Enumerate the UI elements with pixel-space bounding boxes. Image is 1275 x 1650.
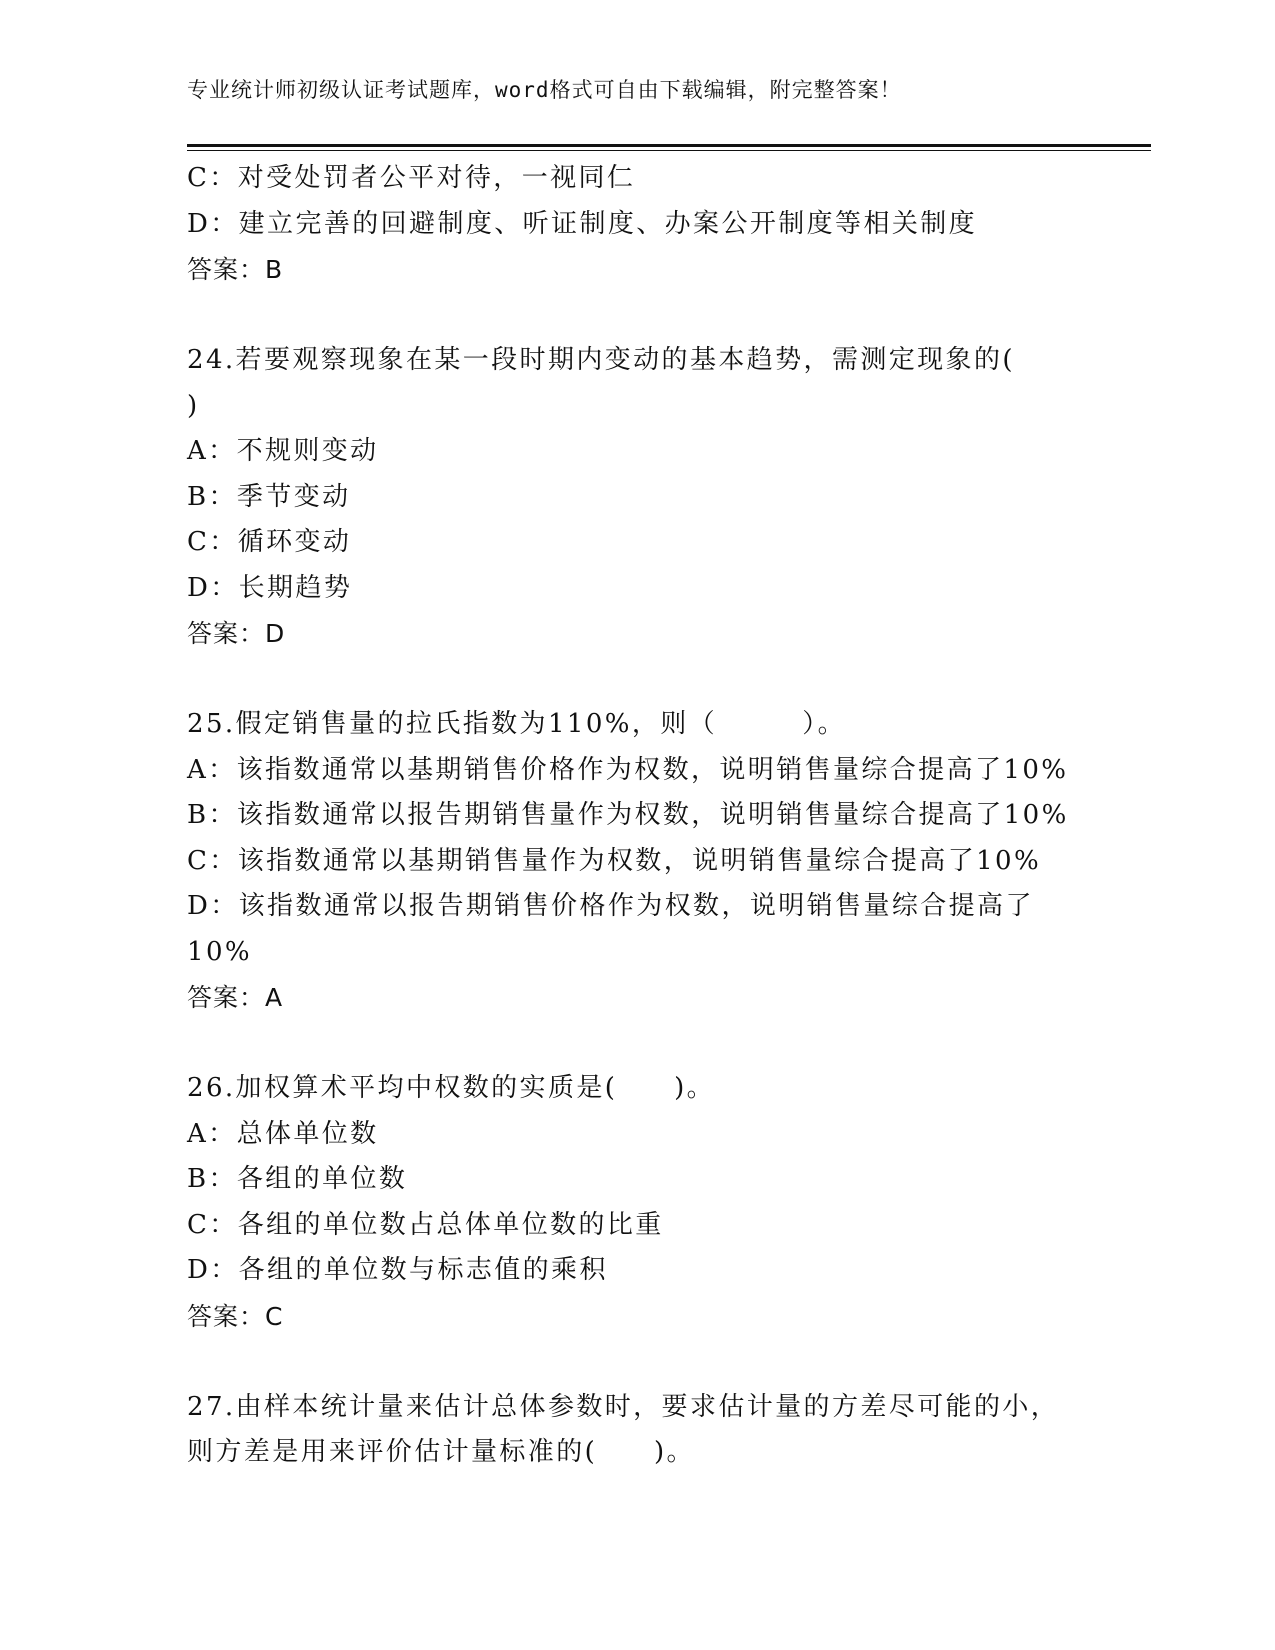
spacer <box>187 1021 1117 1067</box>
option-c: C：循环变动 <box>187 527 352 557</box>
question-stem: 24.若要观察现象在某一段时期内变动的基本趋势，需测定现象的( <box>187 345 1015 375</box>
option-d: D：长期趋势 <box>187 572 353 603</box>
question-stem: 27.由样本统计量来估计总体参数时，要求估计量的方差尽可能的小， <box>187 1391 1060 1422</box>
option-a: A：不规则变动 <box>187 436 379 466</box>
answer-line: 答案：C <box>187 1301 284 1331</box>
answer-line: 答案：A <box>187 983 284 1012</box>
question-25 <box>187 702 1117 1021</box>
answer-line: 答案：B <box>187 255 284 284</box>
option-d-continued: 10% <box>187 936 252 967</box>
question-stem-continued: ) <box>187 390 200 421</box>
page-header: 专业统计师初级认证考试题库，word格式可自由下载编辑，附完整答案！ <box>187 78 902 102</box>
option-a: A：总体单位数 <box>187 1118 379 1149</box>
question-24 <box>187 338 1117 657</box>
spacer <box>187 293 1117 339</box>
option-c: C：各组的单位数占总体单位数的比重 <box>187 1209 664 1240</box>
option-c: C：对受处罚者公平对待，一视同仁 <box>187 163 636 193</box>
question-stem: 25.假定销售量的拉氏指数为110%，则（ ）。 <box>187 709 847 739</box>
question-27 <box>187 1385 1117 1476</box>
question-content <box>187 156 1117 1476</box>
question-stem-continued: 则方差是用来评价估计量标准的( )。 <box>187 1437 695 1467</box>
option-b: B：季节变动 <box>187 481 351 512</box>
header-rule-thick <box>187 144 1151 147</box>
option-a: A：该指数通常以基期销售价格作为权数，说明销售量综合提高了10% <box>187 754 1069 785</box>
option-d: D：该指数通常以报告期销售价格作为权数，说明销售量综合提高了 <box>187 891 1034 921</box>
option-d: D：建立完善的回避制度、听证制度、办案公开制度等相关制度 <box>187 208 978 239</box>
question-26 <box>187 1066 1117 1339</box>
spacer <box>187 1339 1117 1385</box>
option-d: D：各组的单位数与标志值的乘积 <box>187 1255 608 1285</box>
answer-line: 答案：D <box>187 619 286 648</box>
header-rule-thin <box>187 150 1151 151</box>
spacer <box>187 657 1117 703</box>
option-b: B：各组的单位数 <box>187 1164 408 1194</box>
option-b: B：该指数通常以报告期销售量作为权数，说明销售量综合提高了10% <box>187 800 1069 830</box>
question-stem: 26.加权算术平均中权数的实质是( )。 <box>187 1073 716 1103</box>
option-c: C：该指数通常以基期销售量作为权数，说明销售量综合提高了10% <box>187 845 1042 876</box>
